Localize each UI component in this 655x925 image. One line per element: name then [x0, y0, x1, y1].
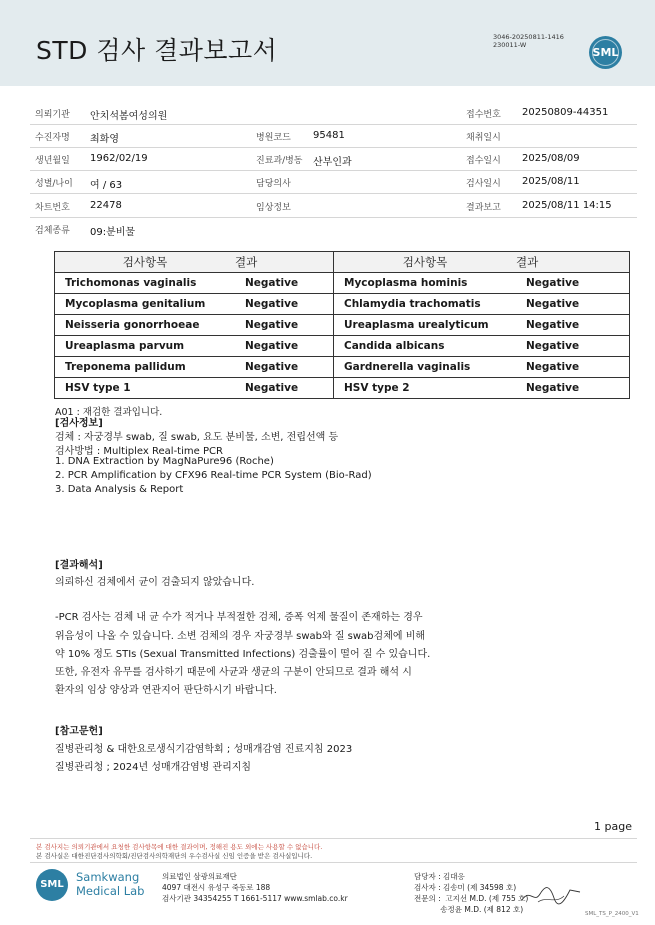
- test-info-line: 검체 : 자궁경부 swab, 질 swab, 요도 분비물, 소변, 전립선액 등: [55, 432, 339, 443]
- doctor-label: 담당의사: [256, 179, 291, 189]
- test-item: HSV type 1: [55, 378, 236, 399]
- footer-divider: [30, 862, 637, 863]
- test-result: Negative: [516, 336, 630, 357]
- table-row: [55, 273, 630, 294]
- test-item: Chlamydia trachomatis: [334, 294, 517, 315]
- report-code-line1: 3046-20250811-1416: [493, 33, 564, 41]
- receipt-date-label: 접수일시: [466, 156, 501, 166]
- info-row-specimen: [30, 217, 637, 240]
- test-item: Trichomonas vaginalis: [55, 273, 236, 294]
- address-line: 4097 대전시 유성구 죽동로 188: [162, 883, 271, 892]
- report-code-line2: 230011-W: [493, 41, 527, 49]
- table-row: [55, 378, 630, 399]
- table-row: [55, 336, 630, 357]
- ward-code-label: 병원코드: [256, 133, 291, 143]
- info-row-birth: [30, 147, 637, 171]
- birth-value: 1962/02/19: [90, 153, 148, 164]
- handwritten-signature: [520, 884, 582, 906]
- info-row-patient: [30, 124, 637, 148]
- test-result: Negative: [516, 315, 630, 336]
- institution-label: 의뢰기관: [35, 110, 70, 120]
- test-item: HSV type 2: [334, 378, 517, 399]
- chart-label: 차트번호: [35, 203, 70, 213]
- interpretation-text: 의뢰하신 검체에서 균이 검출되지 않았습니다.: [55, 577, 255, 588]
- test-date-value: 2025/08/11: [522, 176, 580, 187]
- receipt-no-value: 20250809-44351: [522, 107, 609, 118]
- test-item: Candida albicans: [334, 336, 517, 357]
- test-info-line: 2. PCR Amplification by CFX96 Real-time PCR System (Bio-Rad): [55, 470, 372, 481]
- test-result: Negative: [235, 336, 334, 357]
- test-info-line: 검사방법 : Multiplex Real-time PCR: [55, 446, 223, 457]
- test-item: Mycoplasma genitalium: [55, 294, 236, 315]
- col-result-left: 결과: [235, 252, 334, 273]
- test-result: Negative: [235, 357, 334, 378]
- pcr-note-line: -PCR 검사는 검체 내 균 수가 적거나 부적절한 검체, 증폭 억제 물질이 존재하는 경우: [55, 612, 423, 623]
- test-item: Ureaplasma parvum: [55, 336, 236, 357]
- col-item-left: 검사항목: [55, 252, 236, 273]
- reference-line: 질병관리청 ; 2024년 성매개감염병 관리지침: [55, 762, 252, 773]
- sex-label: 성별/나이: [35, 179, 73, 189]
- report-date-label: 결과보고: [466, 203, 501, 213]
- pcr-note-line: 환자의 임상 양상과 연관지어 판단하시기 바랍니다.: [55, 685, 277, 696]
- pcr-note-line: 또한, 유전자 유무를 검사하기 때문에 사균과 생균의 구분이 안되므로 결과 해석 시: [55, 667, 412, 678]
- reference-line: 질병관리청 & 대한요로생식기감염학회 ; 성매개감염 진료지침 2023: [55, 744, 353, 755]
- footer-divider: [30, 838, 637, 839]
- test-item: Ureaplasma urealyticum: [334, 315, 517, 336]
- clinical-label: 임상정보: [256, 203, 291, 213]
- report-header: [0, 0, 655, 86]
- sex-value: 여 / 63: [90, 180, 123, 191]
- form-code: SML_TS_P_2400_V1: [585, 911, 639, 917]
- address-line: 의료법인 삼광의료재단: [162, 872, 237, 881]
- info-row-institution: [30, 101, 637, 125]
- footer-red-note: 본 검사지는 의뢰기관에서 요청한 검사항목에 대한 결과이며, 정해진 용도 외에는 사용할 수 없습니다.: [36, 843, 323, 851]
- test-date-label: 검사일시: [466, 179, 501, 189]
- pcr-note-line: 약 10% 정도 STIs (Sexual Transmitted Infections) 검출률이 떨어 질 수 있습니다.: [55, 649, 431, 660]
- company-address: [162, 871, 348, 904]
- chart-value: 22478: [90, 200, 122, 211]
- address-line: 검사기관 34354255 T 1661-5117 www.smlab.co.kr: [162, 894, 348, 903]
- signatory-line: 검사자 : 김송미 (제 34598 호): [414, 883, 517, 892]
- test-result: Negative: [235, 273, 334, 294]
- birth-label: 생년월일: [35, 156, 70, 166]
- specimen-value: 09:분비물: [90, 227, 136, 238]
- test-item: Treponema pallidum: [55, 357, 236, 378]
- receipt-no-label: 접수번호: [466, 110, 501, 120]
- dept-label: 진료과/병동: [256, 156, 303, 166]
- col-item-right: 검사항목: [334, 252, 517, 273]
- table-row: [55, 294, 630, 315]
- collect-label: 채취일시: [466, 133, 501, 143]
- test-result: Negative: [516, 357, 630, 378]
- signatory-line: 담당자 : 김대응: [414, 872, 465, 881]
- results-header-row: [55, 252, 630, 273]
- info-row-sex: [30, 170, 637, 194]
- pcr-note-line: 위음성이 나올 수 있습니다. 소변 검체의 경우 자궁경부 swab와 질 swab검체에 비해: [55, 631, 426, 642]
- report-code: [493, 33, 564, 49]
- dept-value: 산부인과: [313, 157, 352, 168]
- patient-label: 수진자명: [35, 133, 70, 143]
- ward-code-value: 95481: [313, 130, 345, 141]
- test-result: Negative: [235, 378, 334, 399]
- test-info-title: [검사정보]: [55, 418, 103, 429]
- info-row-chart: [30, 194, 637, 218]
- patient-value: 최화영: [90, 134, 119, 145]
- test-result: Negative: [516, 273, 630, 294]
- report-date-value: 2025/08/11 14:15: [522, 200, 612, 211]
- test-result: Negative: [235, 294, 334, 315]
- specimen-label: 검체종류: [35, 226, 70, 236]
- interpretation-title: [결과해석]: [55, 560, 103, 571]
- test-result: Negative: [516, 294, 630, 315]
- footer-note: 본 검사실은 대한진단검사의학회/진단검사의학재단의 우수검사실 신임 인증을 받은 검사실입니다.: [36, 852, 313, 860]
- page-number: 1 page: [594, 820, 632, 833]
- table-row: [55, 315, 630, 336]
- company-name-line1: Samkwang: [76, 870, 140, 884]
- receipt-date-value: 2025/08/09: [522, 153, 580, 164]
- references-title: [참고문헌]: [55, 726, 103, 737]
- company-name: [76, 870, 144, 898]
- col-result-right: 결과: [516, 252, 630, 273]
- company-name-line2: Medical Lab: [76, 884, 145, 898]
- report-title: STD 검사 결과보고서: [36, 36, 278, 65]
- institution-value: 안치석봄여성의원: [90, 111, 168, 122]
- test-item: Neisseria gonorrhoeae: [55, 315, 236, 336]
- table-row: [55, 357, 630, 378]
- test-info-line: 1. DNA Extraction by MagNaPure96 (Roche): [55, 456, 274, 467]
- test-result: Negative: [235, 315, 334, 336]
- signatory-line: 전문의 : 고지선 M.D. (제 755 호): [414, 894, 529, 903]
- sml-logo: SML: [589, 36, 622, 69]
- test-result: Negative: [516, 378, 630, 399]
- test-item: Gardnerella vaginalis: [334, 357, 517, 378]
- sml-footer-logo: SML: [36, 869, 68, 901]
- signatory-line: 송정윤 M.D. (제 812 호): [414, 905, 524, 914]
- test-item: Mycoplasma hominis: [334, 273, 517, 294]
- retest-note: A01 : 재검한 결과입니다.: [55, 407, 163, 418]
- test-info-line: 3. Data Analysis & Report: [55, 484, 184, 495]
- signatories: [414, 871, 528, 915]
- results-table: [54, 251, 630, 399]
